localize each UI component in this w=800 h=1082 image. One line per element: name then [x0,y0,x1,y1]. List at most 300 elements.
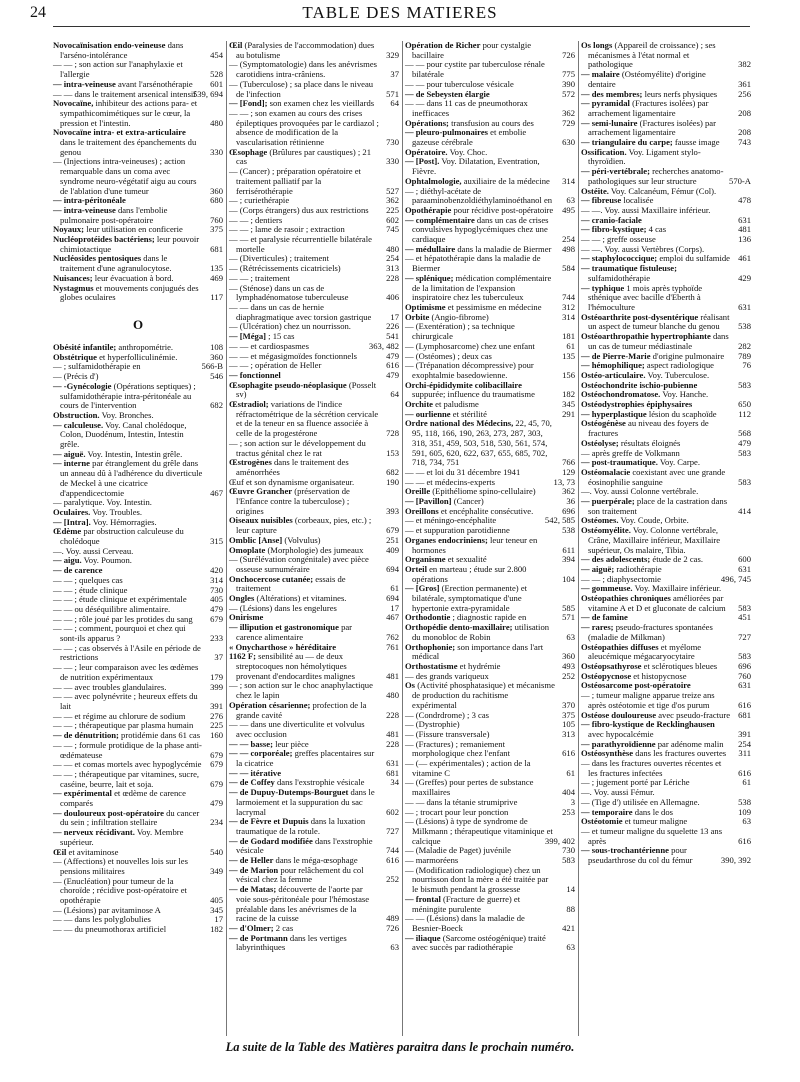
entry-heading: — illipution et gastronomique [229,622,339,633]
entry-text: — —. Voy. aussi Maxillaire inférieur. [581,204,711,215]
entry-text: dans le méga-œsophage [275,855,358,866]
entry-heading: Orthopédie dento-maxillaire; [405,622,513,633]
entry-heading: Oculaires. [53,506,91,517]
entry-heading: Œstradiol; [229,399,269,410]
entry-text: — ; trocart pour leur ponction [405,806,509,817]
entry-text: Voy. Bronches. [101,409,154,420]
entry-page-number: 538 [562,525,575,536]
entry-page-number: 478 [738,195,751,206]
entry-heading: — d'Olmer; [229,922,274,933]
entry-heading: Ostéoarthropathie hypertrophiante [581,331,711,342]
entry-page-number: 129 [562,466,575,477]
entry-page-number: 34 [390,777,399,788]
index-entry [229,837,399,856]
entry-text: — ; jugement porté par Lériche [581,777,690,788]
entry-text: — après greffe de Volkmann [581,447,680,458]
entry-page-number: 583 [738,602,751,613]
entry-heading: Ostéochondrite ischio-pubienne [581,379,698,390]
entry-page-number: 393 [386,505,399,516]
entry-page-number: 540 [210,846,223,857]
index-entry [405,361,575,380]
index-entry [405,419,575,468]
entry-text: — — ; son examen au cours des crises épileptiques provoquées par le cardiazol ; absence de modification de la vascularisation rétinienne [229,107,379,148]
entry-text: Voy. Choc. [449,146,488,157]
entry-text: Voy. Carpe. [659,457,700,468]
entry-page-number: 63 [566,631,575,642]
entry-page-number: 313 [562,728,575,739]
entry-page-number: 314 [210,574,223,585]
index-column-1 [53,41,223,1036]
entry-heading: — nerveux récidivant. [53,827,135,838]
entry-page-number: 153 [386,447,399,458]
entry-text: — — avec troubles glandulaires. [53,681,167,692]
entry-text: — — dans les polyglobulies [53,914,151,925]
entry-text: 4 cas [648,224,667,235]
entry-text: protidémie dans 61 cas [121,730,201,741]
entry-page-number: 63 [742,816,751,827]
entry-heading: — post-traumatique. [581,457,658,468]
index-columns [53,41,750,1036]
entry-heading: Novocaïnisation endo-veineuse [53,40,166,50]
entry-page-number: 135 [562,350,575,361]
entry-text: recherches anatomo-pathologiques sur leur structure [588,166,724,186]
entry-heading: Œil [229,40,243,50]
entry-page-number: 314 [562,311,575,322]
entry-text: — — ; étude clinique [53,584,128,595]
entry-text: — — pour tuberculose vésicale [405,78,514,89]
entry-text: médication complémentaire de la limitation de l'expansion inspiratoire chez les tuberculeux [412,272,552,303]
entry-page-number: 117 [210,292,223,303]
entry-text: — (Corps étrangers) dus aux restrictions [229,204,369,215]
entry-text: — (Diverticules) ; traitement [229,253,329,264]
entry-page-number: 420 [210,565,223,576]
index-entry [405,817,575,846]
entry-heading: — douloureux post-opératoire [53,807,164,818]
entry-page-number: 451 [738,612,751,623]
entry-text: leur teneur en hormones [412,534,538,555]
entry-page-number: 399 [210,681,223,692]
entry-heading: Ostéopsathyrose [581,661,642,671]
entry-heading: — fibreuse [581,195,622,206]
entry-text: dans un cas de crises convulsives hypoglycémiques chez une cardiaque [412,214,549,245]
entry-text: essais de traitement [236,573,346,594]
entry-page-number: 584 [562,263,575,274]
index-entry [229,60,399,79]
entry-text: — (Maladie de Paget) juvénile [405,845,511,856]
index-entry [229,681,399,700]
entry-text: — et hépatothérapie dans la maladie de Biermer [405,253,541,274]
entry-text: greffes placentaires sur la cicatrice [236,748,375,769]
entry-page-number: 362 [562,486,575,497]
entry-page-number: 226 [386,321,399,332]
entry-heading: Nystagmus [53,282,94,293]
entry-page-number: 135 [210,263,223,274]
entry-text: ; diagnostic rapide en [452,612,527,623]
index-entry [581,846,751,865]
entry-heading: Os [405,680,416,691]
entry-text: — (Ulcération) chez un nourrisson. [229,321,351,332]
entry-text: et paludisme [435,399,479,410]
entry-text: Œuf et son dynamisme organisateur. [229,476,355,487]
entry-text: dans le traitement des épanchements du genou [60,137,197,157]
index-entry [405,216,575,245]
entry-heading: — intra-veineuse [53,204,116,215]
entry-page-number: 312 [562,301,575,312]
index-entry [53,459,223,498]
entry-heading: — typhique [581,282,625,293]
entry-page-number: 538 [738,321,751,332]
entry-heading: — de Heller [229,855,274,866]
entry-page-number: 479 [210,603,223,614]
entry-heading: — rares; [581,622,614,633]
entry-text: — ; sulfamidothérapie en [53,361,141,372]
entry-page-number: 17 [390,311,399,322]
entry-text: dans l'arséno-intolérance [60,40,184,60]
entry-text: auxiliaire de la médecine [463,175,550,186]
entry-page-number: 631 [386,758,399,769]
entry-page-number: 405 [210,594,223,605]
index-entry [53,663,223,682]
entry-text: en marteau ; étude sur 2.800 opérations [412,563,527,584]
entry-heading: — hyperplastique [581,408,647,419]
index-entry [53,809,223,828]
entry-heading: Ophtalmologie, [405,175,462,186]
entry-text: pour pseudarthrose du col du fémur [588,845,693,866]
entry-text: Voy. Canal cholédoque, Colon, Duodénum, Intestin, Intestin grêle. [60,419,187,450]
entry-text: — (Cancer) ; préparation opératoire et traitement palliatif par la ferrisérothérapie [229,166,361,196]
entry-heading: — — itérative [229,767,282,778]
index-entry [53,254,223,273]
entry-page-number: 61 [566,767,575,778]
entry-text: (Paralysies de l'accommodation) dues au botulisme [236,40,375,60]
entry-page-number: 479 [210,798,223,809]
entry-page-number: 682 [210,400,223,411]
index-entry [581,827,751,846]
entry-heading: — temporaire [581,806,633,817]
entry-text: — — ; étude clinique et expérimentale [53,594,187,605]
entry-heading: Ostéochondromatose. [581,389,661,400]
header-rule [53,26,750,27]
entry-page-number: 616 [386,855,399,866]
entry-heading: — interne [53,458,90,469]
entry-page-number: 761 [386,641,399,652]
index-entry [229,439,399,458]
entry-page-number: 650 [738,399,751,410]
entry-text: dans l'exstrophie vésicale [276,777,365,788]
entry-heading: — [Gros] [405,583,440,594]
index-entry [405,934,575,953]
entry-page-number: 399, 402 [544,835,575,846]
entry-page-number: 228 [386,738,399,749]
index-entry [405,254,575,273]
column-divider [402,41,403,1036]
entry-page-number: 409 [386,544,399,555]
index-entry [229,623,399,642]
entry-page-number: 414 [738,505,751,516]
entry-text: — — ; opération de Heller [229,360,322,371]
entry-page-number: 349 [210,865,223,876]
entry-page-number: 404 [562,787,575,798]
index-entry [581,594,751,613]
entry-page-number: 728 [386,428,399,439]
entry-page-number: 527 [386,185,399,196]
entry-page-number: 181 [562,331,575,342]
entry-page-number: 681 [386,767,399,778]
entry-page-number: 390 [562,78,575,89]
index-entry [53,789,223,808]
entry-heading: — aigu. [53,555,82,566]
entry-page-number: 481 [738,224,751,235]
entry-text: — — ; thérapeutique par plasma humain [53,720,194,731]
entry-page-number: 766 [562,457,575,468]
entry-page-number: 254 [386,253,399,264]
entry-text: améliorées par vitamine A et D et gluconate de calcium [588,593,726,613]
entry-page-number: 63 [566,942,575,953]
entry-text: (Epithéliome spino-cellulaire) [432,486,536,497]
entry-heading: — pleuro-pulmonaires [405,127,489,138]
entry-page-number: 13, 73 [553,476,575,487]
index-entry [581,41,751,70]
entry-page-number: 602 [386,806,399,817]
entry-page-number: 360 [562,651,575,662]
entry-page-number: 583 [562,855,575,866]
column-divider [226,41,227,1036]
entry-page-number: 481 [386,728,399,739]
entry-page-number: 251 [386,534,399,545]
entry-page-number: 105 [562,719,575,730]
entry-heading: — médullaire [405,243,456,254]
index-entry [229,516,399,535]
entry-page-number: 616 [738,767,751,778]
entry-page-number: 682 [386,466,399,477]
entry-page-number: 429 [738,272,751,283]
entry-text: dans le traitement des aménorrhées [236,457,349,477]
entry-page-number: 631 [738,563,751,574]
entry-page-number: 461 [738,253,751,264]
entry-text: — ; curiethérapie [229,195,290,206]
entry-heading: — cranio-faciale [581,214,642,225]
entry-page-number: 63 [566,195,575,206]
entry-page-number: 252 [562,670,575,681]
entry-text: — — ; leur comparaison avec les œdèmes de nutrition expérimentaux [53,662,199,682]
entry-page-number: 616 [562,748,575,759]
entry-page-number: 585 [562,602,575,613]
entry-heading: Ostéosynthèse [581,748,634,759]
entry-page-number: 3 [570,796,575,807]
entry-heading: Orchi-épididymite colibacillaire [405,379,522,390]
entry-heading: Optimisme [405,301,446,312]
entry-text: pour relâchement du col vésical chez la femme [236,864,364,885]
entry-heading: Ostéomes. [581,515,619,526]
entry-heading: — [Intra]. [53,516,91,527]
entry-page-number: 76 [742,360,751,371]
entry-text: fausse image [674,137,720,148]
continuation-note: La suite de la Table des Matières paraitra dans le prochain numéro. [225,1040,575,1054]
entry-text: Voy. Hémorragies. [92,516,157,527]
entry-heading: Œsophagite pseudo-néoplasique [229,379,347,390]
entry-page-number: 571 [386,88,399,99]
entry-page-number: 495 [562,204,575,215]
entry-page-number: 760 [738,670,751,681]
entry-text: — — dans un cas de hernie diaphragmatique avec torsion gastrique [229,301,372,322]
entry-page-number: 602 [386,214,399,225]
index-entry [581,623,751,642]
entry-text: utilisation du monobloc de Robin [412,622,550,642]
entry-text: réalisant un aspect de tumeur blanche du genou [588,311,730,332]
entry-text: (Activité phosphatasique) et mécanisme de production du rachitisme expérimental [412,680,555,710]
index-column-3 [405,41,575,1036]
entry-heading: Ostéomyélite. [581,525,631,536]
index-entry [229,817,399,836]
entry-page-number: 727 [386,825,399,836]
entry-text: Voy. Colonne vertébrale, Crâne, Maxillaire inférieur, Maxillaire supérieur, Os malaire, Tibia. [588,525,721,555]
entry-heading: Ostéomalacie [581,466,631,477]
index-entry [581,99,751,118]
entry-page-number: 744 [386,845,399,856]
entry-page-number: 311 [738,748,751,759]
entry-page-number: 679 [210,613,223,624]
entry-heading: — de Matas; [229,884,277,895]
entry-heading: — intra-veineuse [53,78,116,89]
index-entry [581,119,751,138]
entry-page-number: 190 [386,476,399,487]
entry-heading: — puerpérale; [581,496,635,507]
entry-text: et encéphalite consécutive. [440,505,534,516]
entry-text: au niveau des foyers de fractures [588,418,709,439]
entry-heading: Opératoire. [405,146,448,157]
entry-heading: Omoplate [229,544,266,555]
entry-page-number: 696 [738,661,751,671]
entry-page-number: 583 [738,379,751,390]
entry-text: — — pour cystite par tuberculose rénale bilatérale [405,59,545,80]
entry-heading: — traumatique fistuleuse; [581,263,677,274]
entry-heading: Ostéotomie [581,816,623,827]
entry-heading: — expérimental [53,788,112,799]
index-entry [229,400,399,439]
entry-text: dans la luxation traumatique de la rotule. [236,816,366,836]
entry-page-number: 479 [386,369,399,380]
entry-heading: — hémophilique; [581,360,645,371]
entry-heading: Orthostatisme [405,661,458,671]
index-entry [53,770,223,789]
index-entry [405,623,575,642]
entry-page-number: 314 [562,175,575,186]
index-entry [581,419,751,438]
index-entry [581,313,751,332]
index-entry [581,148,751,167]
entry-text: 2 cas [275,922,294,933]
index-entry [229,701,399,720]
entry-text: son importance dans l'art médical [412,641,544,662]
index-entry [405,584,575,613]
entry-page-number: 179 [210,671,223,682]
index-entry [581,167,751,186]
entry-heading: Orthodontie [405,612,451,623]
entry-page-number: 234 [210,817,223,828]
entry-page-number: 14 [566,884,575,895]
entry-page-number: 370 [562,699,575,710]
entry-page-number: 743 [738,137,751,148]
entry-text: (Fractures isolées) par arrachement ligamentaire [588,98,709,118]
index-entry [581,70,751,89]
index-entry [229,80,399,99]
entry-heading: Os longs [581,40,613,50]
entry-page-number: 37 [214,652,223,663]
entry-page-number: 363, 482 [368,340,399,351]
entry-text: sensibilité au — de deux streptocoques non hémolytiques provenant d'endocardites malignes [236,651,355,681]
entry-page-number: 228 [386,272,399,283]
entry-heading: Opération césarienne; [229,699,311,710]
index-entry [229,303,399,322]
index-entry [229,458,399,477]
entry-text: (Volvulus) [284,534,321,545]
index-entry [53,60,223,79]
entry-text: du cancer du sein ; infiltration stellaire [60,807,200,828]
entry-heading: Onchocercose cutanée; [229,573,314,584]
index-entry [405,536,575,555]
index-entry [53,157,223,196]
entry-text: dans l'embolie pulmonaire post-opératoire [60,204,168,225]
entry-text: (préservation de l'Enfance contre la tuberculose) ; origines [236,486,350,516]
entry-heading: « Onycharthose » héréditaire [229,641,337,652]
entry-heading: Onirisme [229,612,264,623]
entry-text: — — (Lésions) dans la maladie de Besnier-Boeck [405,913,525,933]
entry-text: — (Tige d') utilisée en Allemagne. [581,796,700,807]
entry-heading: Ostéosarcome post-opératoire [581,680,691,691]
entry-page-number: 572 [562,88,575,99]
entry-heading: Œsophage [229,146,268,157]
entry-text: variations de l'indice réfractométrique de la sécrétion cervicale et de la teneur en sa fluence associée à celle de la progestérone [236,399,379,439]
entry-page-number: 276 [210,710,223,721]
entry-page-number: 679 [210,749,223,760]
entry-text: et mouvements conjugués des globes oculaires [60,282,199,303]
index-entry [229,235,399,254]
entry-text: (corbeaux, pies, etc.) ; leur capture [236,515,372,536]
entry-text: et avitaminose [68,846,119,857]
entry-heading: — fonctionnel [229,369,281,380]
entry-text: et histopycnose [633,670,687,681]
entry-text: Voy. Maxillaire inférieur. [634,583,722,594]
entry-text: — — dans la tétanie strumiprive [405,796,518,807]
index-entry [581,720,751,739]
entry-heading: — — basse; [229,738,273,749]
entry-page-number: 539, 694 [192,88,223,99]
entry-text: — (— expérimentales) ; action de la vitamine C [405,758,531,778]
entry-text: et hyperfolliculinémie. [99,351,178,362]
entry-text: — — et loi du 31 décembre 1941 [405,466,521,477]
entry-text: — (Sténose) dans un cas de lymphadénomatose tuberculeuse [229,282,349,303]
entry-page-number: 228 [386,709,399,720]
entry-heading: — de Portmann [229,932,288,943]
entry-text: — — ; dentiers [229,214,283,225]
entry-page-number: 254 [738,738,751,749]
entry-heading: — des adolescents; [581,554,651,565]
entry-heading: Noyaux; [53,224,85,235]
entry-page-number: 405 [210,895,223,906]
entry-text: étude de 2 cas. [652,554,703,565]
entry-page-number: 61 [390,583,399,594]
section-letter-o: O [132,316,144,332]
entry-page-number: 775 [562,69,575,80]
entry-heading: — complémentaire [405,214,475,225]
entry-page-number: 361 [738,78,751,89]
entry-text: 1 mois après typhoïde sthénique avec bacille d'Eberth à l'hémoculture [588,282,703,312]
entry-heading: — de Fèvre et Dupuis [229,816,309,827]
entry-page-number: 88 [566,903,575,914]
entry-page-number: 730 [210,584,223,595]
entry-heading: — des membres; [581,88,643,99]
entry-heading: Ongles [229,593,255,604]
